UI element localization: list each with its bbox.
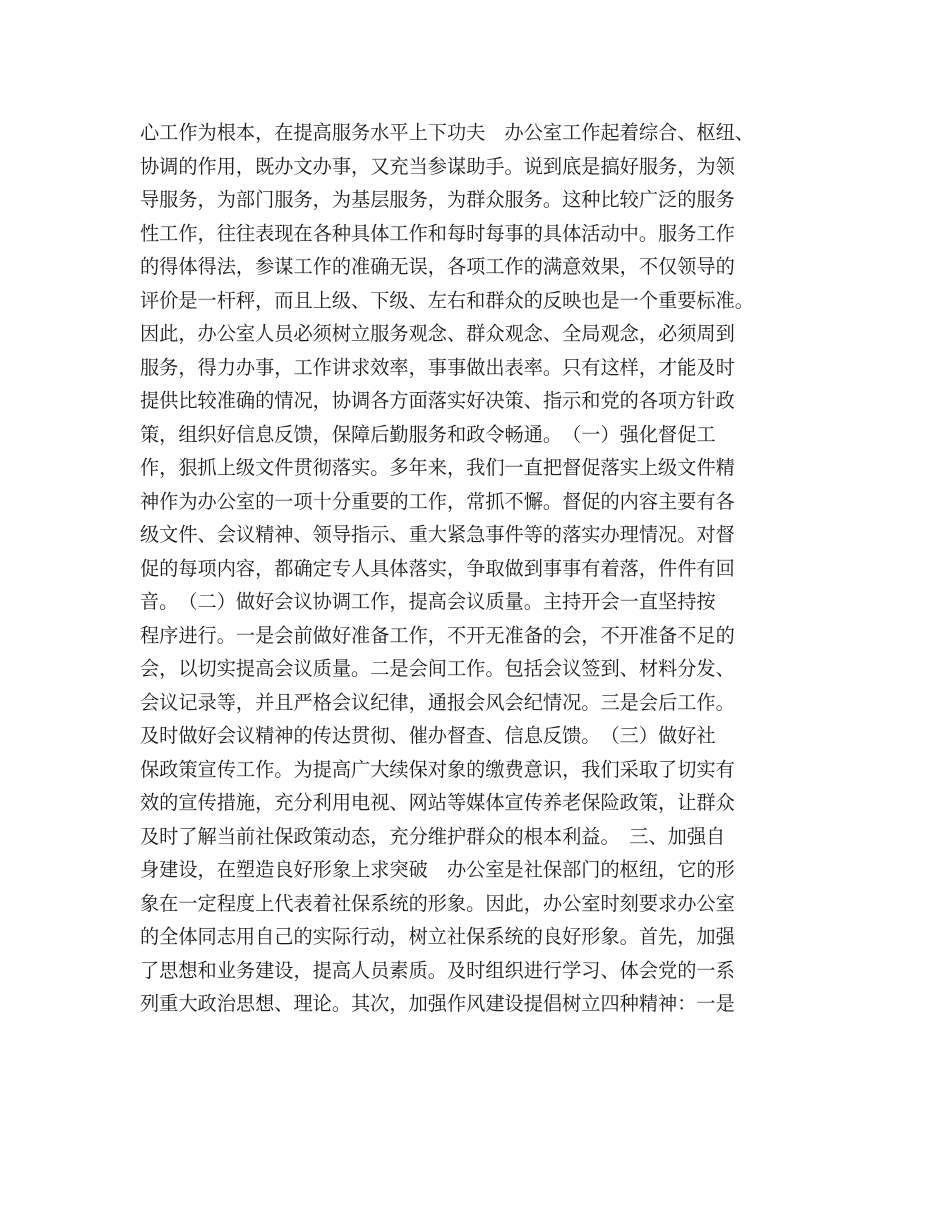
text-line: 级文件、会议精神、领导指示、重大紧急事件等的落实办理情况。对督 (140, 523, 735, 546)
text-line: 的得体得法，参谋工作的准确无误，各项工作的满意效果，不仅领导的 (140, 255, 735, 278)
text-line: 音。 （二）做好会议协调工作，提高会议质量。主持开会一直坚持按 (140, 590, 716, 613)
text-line: 及时做好会议精神的传达贯彻、催办督查、信息反馈。 （三）做好社 (140, 724, 716, 747)
text-line: 性工作，往往表现在各种具体工作和每时每事的具体活动中。服务工作 (140, 221, 735, 245)
text-line: 服务，得力办事，工作讲求效率，事事做出表率。只有这样，才能及时 (140, 355, 735, 379)
text-line: 了思想和业务建设，提高人员素质。及时组织进行学习、体会党的一系 (140, 958, 735, 982)
text-line: 协调的作用，既办文办事，又充当参谋助手。说到底是搞好服务，为领 (140, 154, 735, 178)
body-text (140, 116, 830, 1021)
text-line: 程序进行。一是会前做好准备工作，不开无准备的会，不开准备不足的 (140, 623, 735, 647)
text-line: 会议记录等，并且严格会议纪律，通报会风会纪情况。三是会后工作。 (140, 690, 735, 714)
text-line: 作，狠抓上级文件贯彻落实。多年来，我们一直把督促落实上级文件精 (140, 456, 735, 479)
text-line: 效的宣传措施，充分利用电视、网站等媒体宣传养老保险政策，让群众 (140, 791, 735, 814)
text-line: 会，以切实提高会议质量。二是会间工作。包括会议签到、材料分发、 (140, 657, 735, 680)
text-line: 评价是一杆秤，而且上级、下级、左右和群众的反映也是一个重要标准。 (140, 288, 754, 312)
text-line: 保政策宣传工作。为提高广大续保对象的缴费意识，我们采取了切实有 (140, 757, 735, 781)
text-line: 神作为办公室的一项十分重要的工作，常抓不懈。督促的内容主要有各 (140, 489, 735, 513)
text-line: 的全体同志用自己的实际行动，树立社保系统的良好形象。首先，加强 (140, 925, 735, 948)
text-line: 策，组织好信息反馈，保障后勤服务和政令畅通。 （一）强化督促工 (140, 422, 716, 446)
text-line: 列重大政治思想、理论。其次，加强作风建设提倡树立四种精神：一是 (140, 992, 735, 1015)
text-line: 及时了解当前社保政策动态，充分维护群众的根本利益。 三、加强自 (140, 824, 726, 848)
text-line: 象在一定程度上代表着社保系统的形象。因此，办公室时刻要求办公室 (140, 891, 735, 915)
text-line: 导服务，为部门服务，为基层服务，为群众服务。这种比较广泛的服务 (140, 188, 735, 211)
text-line: 身建设，在塑造良好形象上求突破 办公室是社保部门的枢纽，它的形 (140, 858, 735, 881)
text-line: 提供比较准确的情况，协调各方面落实好决策、指示和党的各项方针政 (140, 389, 735, 412)
text-line: 心工作为根本，在提高服务水平上下功夫 办公室工作起着综合、枢纽、 (140, 121, 754, 144)
text-line: 因此，办公室人员必须树立服务观念、群众观念、全局观念，必须周到 (140, 322, 735, 345)
text-line: 促的每项内容，都确定专人具体落实，争取做到事事有着落，件件有回 (140, 556, 735, 580)
